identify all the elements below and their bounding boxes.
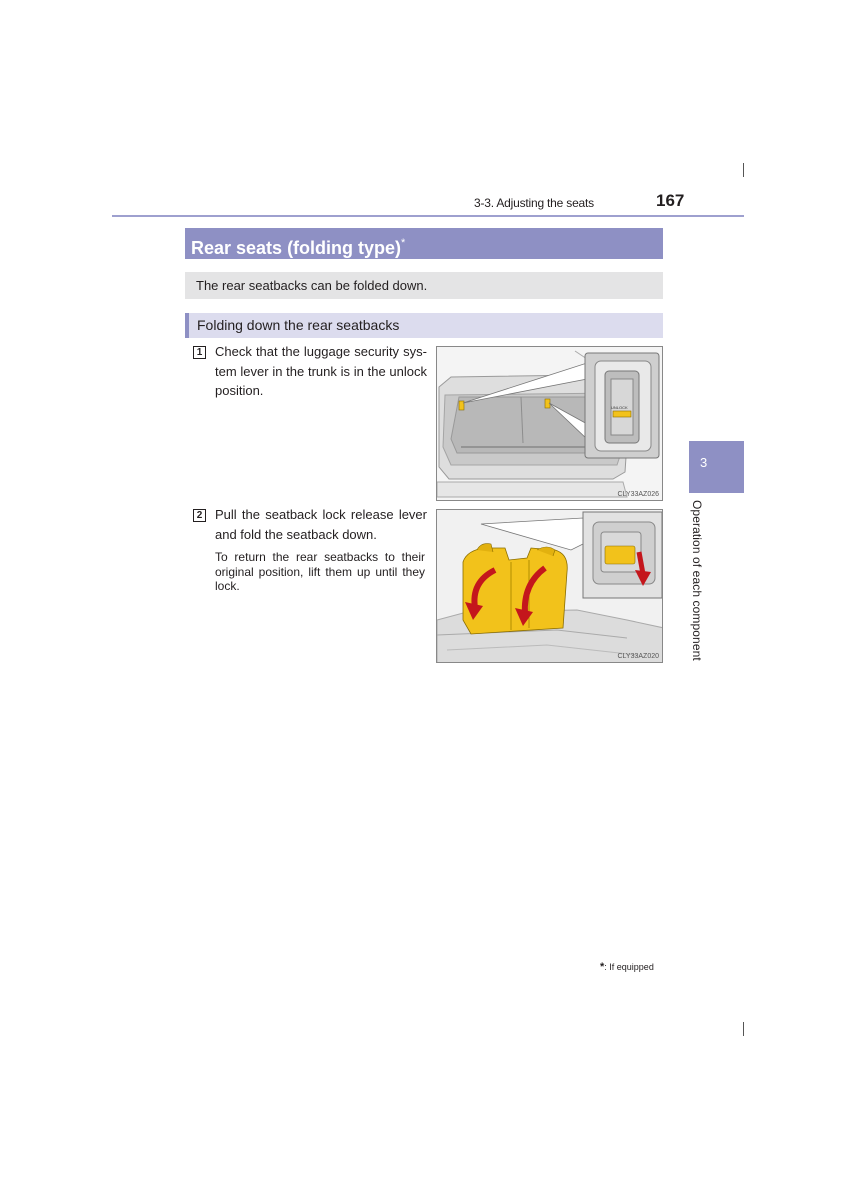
seat-fold-illustration bbox=[437, 510, 663, 663]
step-number-1: 1 bbox=[193, 346, 206, 359]
step-2-note: To return the rear seatbacks to their original position, lift them up until they lock. bbox=[215, 550, 425, 593]
figure-trunk-unlock bbox=[436, 346, 663, 501]
equipped-marker: * bbox=[401, 237, 406, 249]
footnote-text: : If equipped bbox=[604, 962, 654, 972]
page-number: 167 bbox=[656, 191, 685, 210]
unlock-label: UNLOCK bbox=[611, 405, 628, 410]
figure-code-2: CLY33AZ020 bbox=[617, 653, 659, 660]
footnote bbox=[600, 961, 654, 973]
crop-mark-bottom bbox=[743, 1022, 744, 1036]
step-number-2: 2 bbox=[193, 509, 206, 522]
chapter-number: 3 bbox=[700, 455, 708, 470]
trunk-illustration bbox=[437, 347, 663, 501]
figure-seat-fold bbox=[436, 509, 663, 663]
intro-box: The rear seatbacks can be folded down. bbox=[185, 272, 663, 299]
crop-mark-top bbox=[743, 163, 744, 177]
page-title-text: Rear seats (folding type) bbox=[191, 238, 402, 258]
chapter-label: Operation of each component bbox=[690, 500, 704, 661]
step-2-text: Pull the seatback lock release lever and fold the seatback down. bbox=[215, 507, 427, 542]
chapter-tab bbox=[689, 441, 744, 493]
subheading: Folding down the rear seatbacks bbox=[185, 313, 663, 338]
header-section-title: 3-3. Adjusting the seats bbox=[474, 196, 594, 210]
page-title bbox=[185, 228, 663, 259]
figure-code-1: CLY33AZ026 bbox=[617, 491, 659, 498]
footnote-marker: * bbox=[600, 961, 605, 973]
step-1-text: Check that the luggage security sys-tem lever in the trunk is in the unlock position. bbox=[215, 344, 427, 398]
header-rule bbox=[112, 215, 744, 217]
